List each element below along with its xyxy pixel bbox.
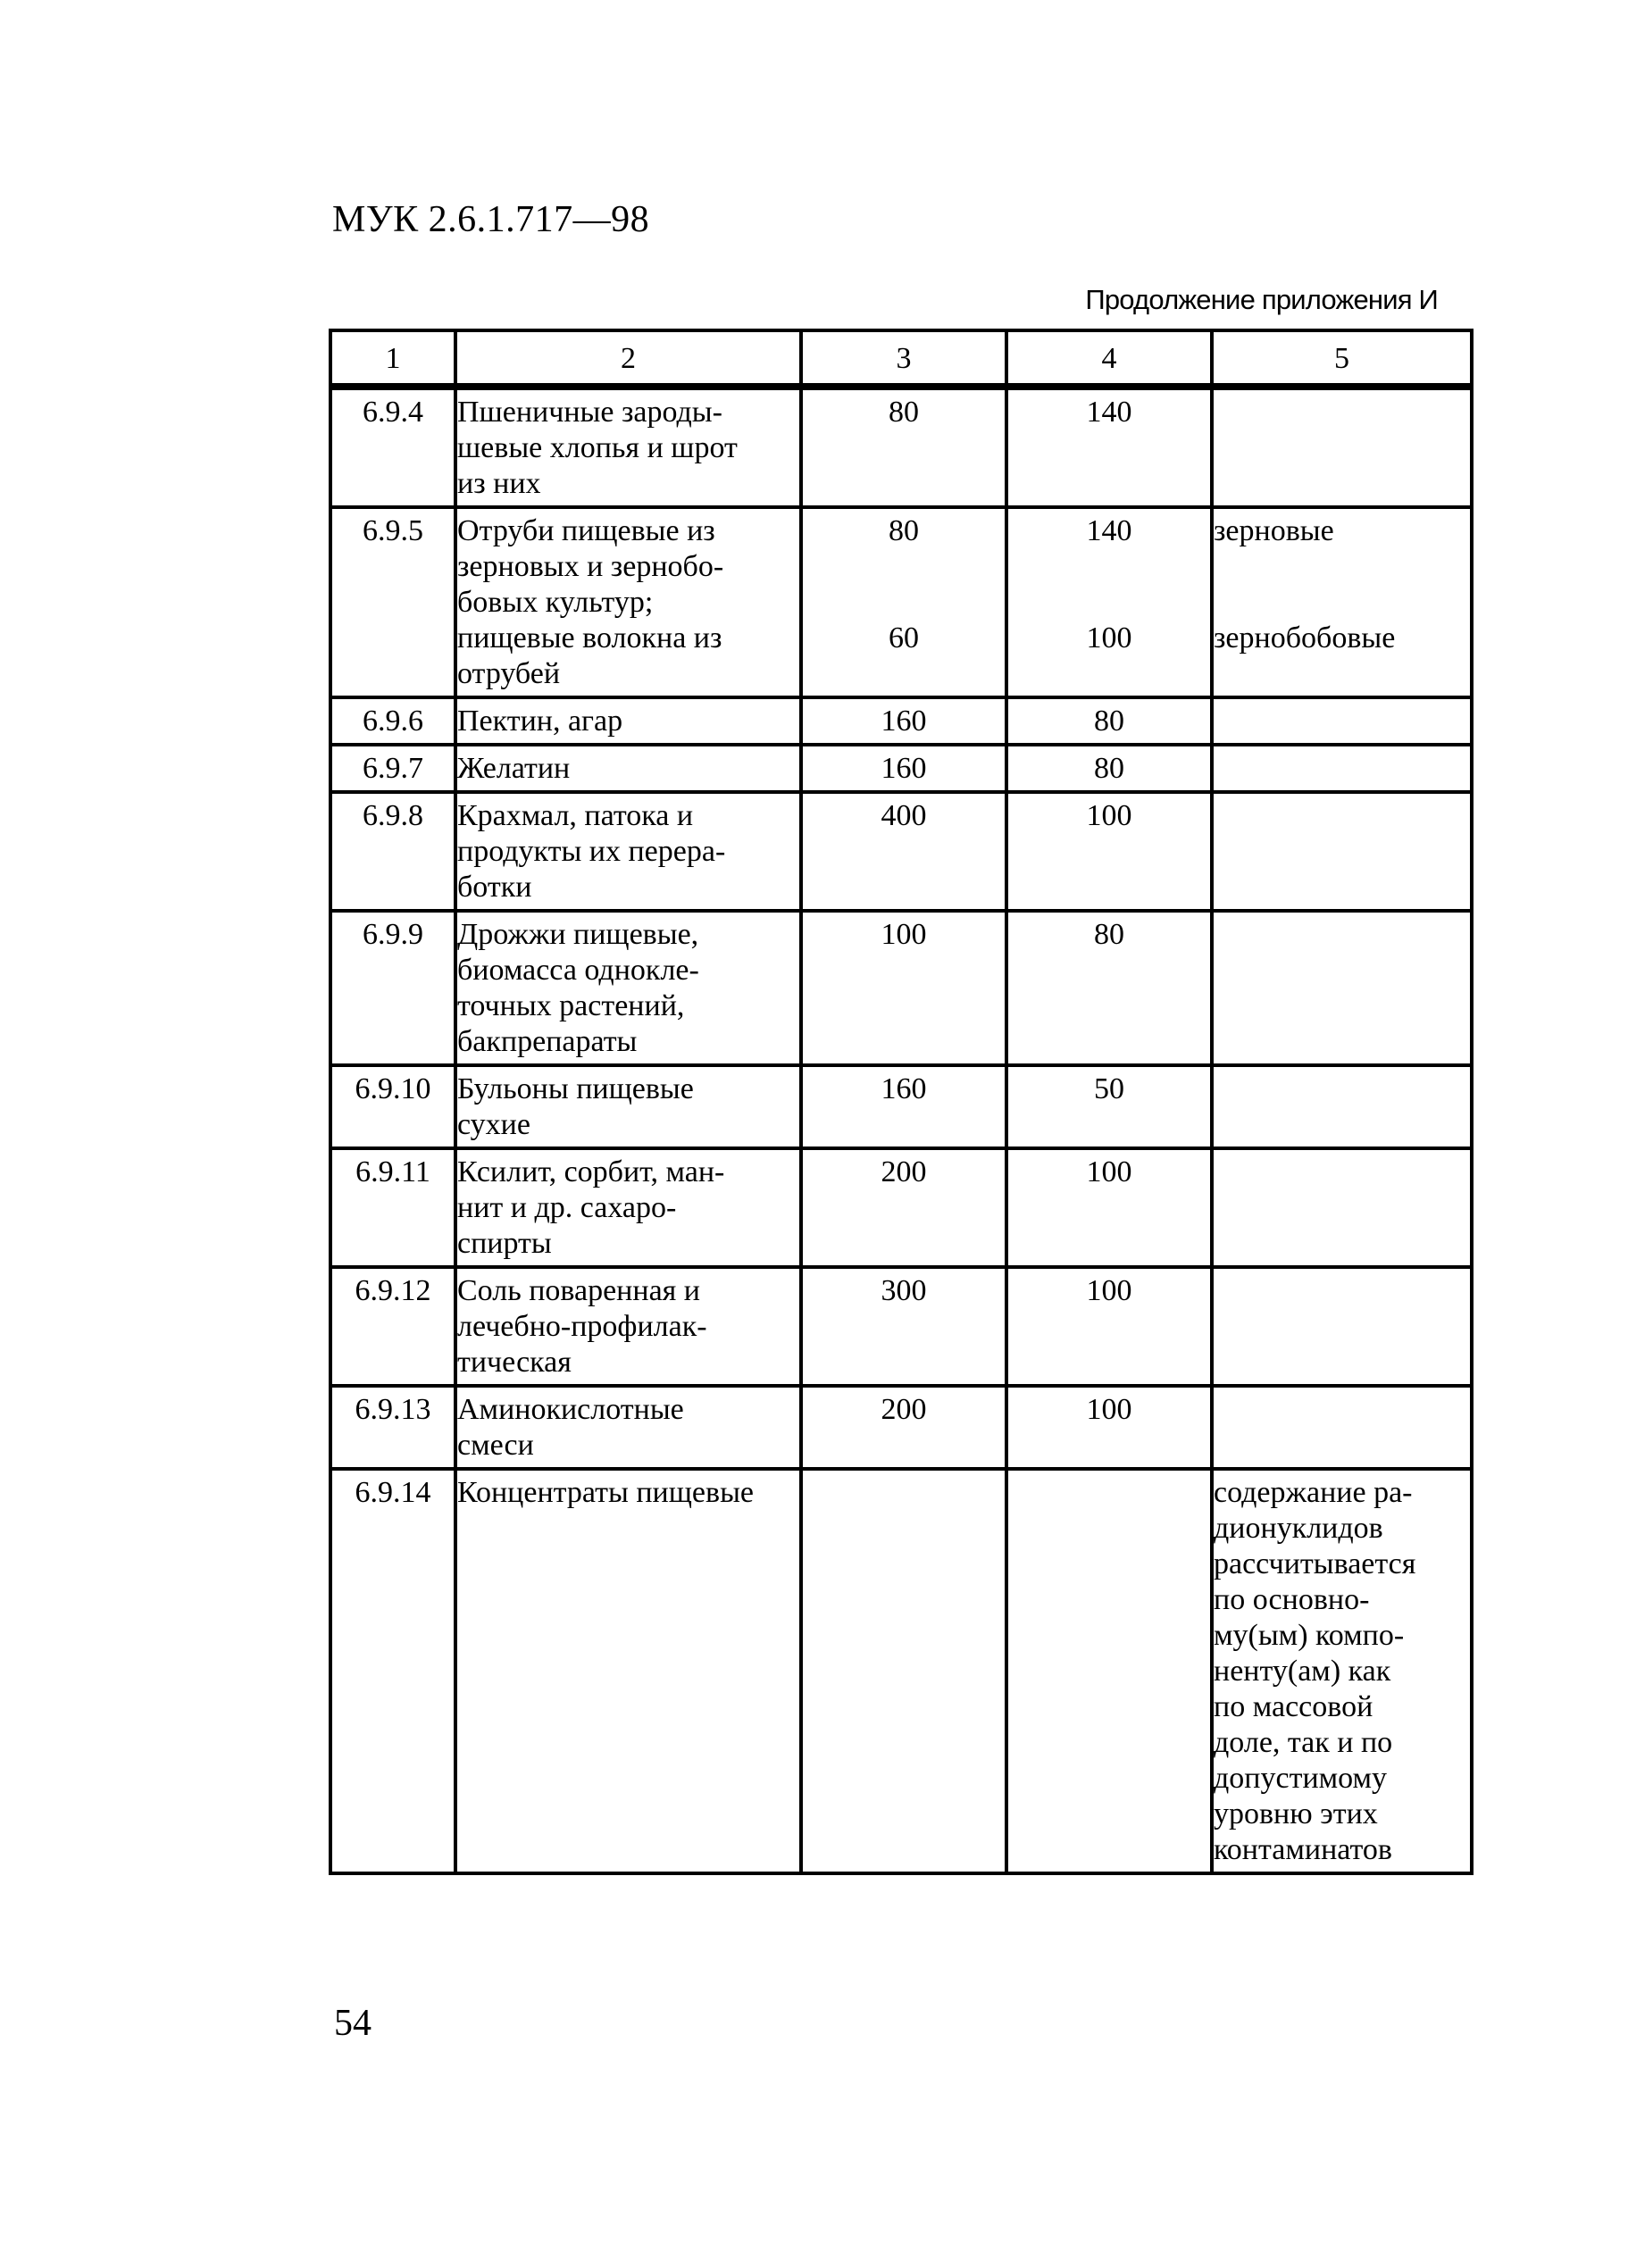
- value-col4-text: 80: [1094, 752, 1124, 785]
- note-text: му(ым) компо-: [1214, 1619, 1405, 1652]
- note-text: зерновые: [1214, 514, 1334, 547]
- row-number: 6.9.12: [330, 1267, 455, 1386]
- product-name: [455, 697, 801, 745]
- product-name-line: Пектин, агар: [457, 705, 623, 738]
- product-name: [455, 387, 801, 507]
- value-col4-text: 100: [1086, 799, 1132, 832]
- value-col3-text: 200: [881, 1393, 927, 1426]
- note-text: содержание ра-: [1214, 1476, 1413, 1509]
- note-cell: [1212, 697, 1472, 745]
- value-col3-text: 80: [889, 396, 919, 429]
- product-name-line: Отруби пищевые из: [457, 514, 715, 547]
- note-text: рассчитывается: [1214, 1547, 1416, 1580]
- table-row: [330, 911, 1472, 1065]
- note-cell: [1212, 387, 1472, 507]
- product-name: [455, 911, 801, 1065]
- value-col4-text: 100: [1086, 621, 1132, 655]
- value-col4-text: 140: [1086, 514, 1132, 547]
- value-col3: [801, 1148, 1006, 1267]
- product-name-line: биомасса одноклe-: [457, 954, 699, 987]
- product-name-line: зерновых и зернобо-: [457, 550, 724, 583]
- table-row: [330, 745, 1472, 792]
- product-name-line: Бульоны пищевые: [457, 1072, 694, 1105]
- note-cell: [1212, 1148, 1472, 1267]
- product-name: [455, 1469, 801, 1873]
- value-col3: [801, 387, 1006, 507]
- product-name: [455, 1267, 801, 1386]
- product-name-line: Аминокислотные: [457, 1393, 684, 1426]
- product-name: [455, 792, 801, 911]
- product-name-line: Концентраты пищевые: [457, 1476, 754, 1509]
- value-col3-text: 60: [889, 621, 919, 655]
- product-name: [455, 1386, 801, 1469]
- value-col3-text: 100: [881, 918, 927, 951]
- product-name-line: Соль поваренная и: [457, 1274, 700, 1307]
- value-col3-text: 160: [881, 1072, 927, 1105]
- product-name-line: спирты: [457, 1227, 552, 1260]
- table-row: [330, 387, 1472, 507]
- value-col3: [801, 1267, 1006, 1386]
- value-col3: [801, 1065, 1006, 1148]
- product-name-line: Пшеничные зароды-: [457, 396, 722, 429]
- row-number: 6.9.13: [330, 1386, 455, 1469]
- value-col4-text: 140: [1086, 396, 1132, 429]
- note-cell: [1212, 1065, 1472, 1148]
- row-number: 6.9.4: [330, 387, 455, 507]
- note-text: ненту(ам) как: [1214, 1655, 1391, 1688]
- product-name-line: Желатин: [457, 752, 571, 785]
- value-col4-text: 100: [1086, 1393, 1132, 1426]
- value-col4: [1006, 1065, 1212, 1148]
- product-name-line: бакпрепараты: [457, 1025, 638, 1058]
- product-name-line: шевые хлопья и шрот: [457, 431, 738, 464]
- page-number: 54: [334, 2003, 372, 2044]
- product-name-line: Крахмал, патока и: [457, 799, 694, 832]
- note-text: допустимому: [1214, 1762, 1388, 1795]
- note-cell: [1212, 507, 1472, 697]
- table-row: [330, 1267, 1472, 1386]
- product-name-line: тическая: [457, 1346, 572, 1379]
- value-col4: [1006, 697, 1212, 745]
- value-col4: [1006, 1267, 1212, 1386]
- product-name-line: точных растений,: [457, 989, 685, 1022]
- value-col3-text: 200: [881, 1155, 927, 1188]
- value-col4: [1006, 387, 1212, 507]
- product-name-line: Ксилит, сорбит, ман-: [457, 1155, 725, 1188]
- note-text: дионуклидов: [1214, 1512, 1383, 1545]
- product-name-line: бовых культур;: [457, 586, 654, 619]
- row-number: 6.9.11: [330, 1148, 455, 1267]
- product-name-line: лечебно-профилак-: [457, 1310, 707, 1343]
- column-header-3: 3: [801, 330, 1006, 387]
- value-col3: [801, 745, 1006, 792]
- table-header-row: [330, 330, 1472, 387]
- product-name: [455, 1065, 801, 1148]
- value-col3: [801, 507, 1006, 697]
- column-header-1: 1: [330, 330, 455, 387]
- value-col4-text: 100: [1086, 1155, 1132, 1188]
- document-code: МУК 2.6.1.717—98: [332, 199, 650, 240]
- note-cell: [1212, 1386, 1472, 1469]
- value-col3: [801, 792, 1006, 911]
- value-col4-text: 80: [1094, 705, 1124, 738]
- table-row: [330, 1386, 1472, 1469]
- note-text: по основно-: [1214, 1583, 1370, 1616]
- product-name-line: смеси: [457, 1429, 534, 1462]
- column-header-4: 4: [1006, 330, 1212, 387]
- product-name-line: продукты их перера-: [457, 835, 726, 868]
- product-name-line: пищевые волокна из: [457, 621, 722, 655]
- value-col3: [801, 697, 1006, 745]
- row-number: 6.9.9: [330, 911, 455, 1065]
- note-cell: [1212, 911, 1472, 1065]
- column-header-5: 5: [1212, 330, 1472, 387]
- table-row: [330, 1148, 1472, 1267]
- row-number: 6.9.6: [330, 697, 455, 745]
- table-row: [330, 697, 1472, 745]
- value-col3-text: 400: [881, 799, 927, 832]
- product-name-line: отрубей: [457, 657, 561, 690]
- appendix-table: [329, 329, 1474, 1875]
- value-col4: [1006, 1148, 1212, 1267]
- table-row: [330, 507, 1472, 697]
- row-number: 6.9.14: [330, 1469, 455, 1873]
- note-cell: [1212, 745, 1472, 792]
- note-cell: [1212, 792, 1472, 911]
- row-number: 6.9.8: [330, 792, 455, 911]
- product-name-line: из них: [457, 467, 541, 500]
- value-col3-text: 80: [889, 514, 919, 547]
- value-col4: [1006, 1469, 1212, 1873]
- value-col3: [801, 911, 1006, 1065]
- value-col3-text: 160: [881, 752, 927, 785]
- note-text: доле, так и по: [1214, 1726, 1393, 1759]
- value-col4: [1006, 1386, 1212, 1469]
- product-name-line: сухие: [457, 1108, 530, 1141]
- note-cell: [1212, 1469, 1472, 1873]
- column-header-2: 2: [455, 330, 801, 387]
- table-row: [330, 1065, 1472, 1148]
- note-text: контаминатов: [1214, 1833, 1392, 1866]
- value-col4-text: 100: [1086, 1274, 1132, 1307]
- note-text: по массовой: [1214, 1690, 1373, 1723]
- value-col4-text: 50: [1094, 1072, 1124, 1105]
- table-row: [330, 792, 1472, 911]
- value-col4: [1006, 745, 1212, 792]
- product-name-line: Дрожжи пищевые,: [457, 918, 699, 951]
- product-name: [455, 507, 801, 697]
- row-number: 6.9.10: [330, 1065, 455, 1148]
- note-text: уровню этих: [1214, 1797, 1378, 1830]
- continuation-caption: Продолжение приложения И: [1085, 284, 1438, 315]
- note-text: зернобобовые: [1214, 621, 1396, 655]
- table-row: [330, 1469, 1472, 1873]
- product-name: [455, 1148, 801, 1267]
- value-col3: [801, 1469, 1006, 1873]
- value-col3: [801, 1386, 1006, 1469]
- product-name-line: нит и др. сахаро-: [457, 1191, 677, 1224]
- value-col4-text: 80: [1094, 918, 1124, 951]
- value-col4: [1006, 792, 1212, 911]
- product-name-line: ботки: [457, 871, 532, 904]
- value-col4: [1006, 911, 1212, 1065]
- row-number: 6.9.7: [330, 745, 455, 792]
- row-number: 6.9.5: [330, 507, 455, 697]
- value-col4: [1006, 507, 1212, 697]
- note-cell: [1212, 1267, 1472, 1386]
- value-col3-text: 300: [881, 1274, 927, 1307]
- value-col3-text: 160: [881, 705, 927, 738]
- product-name: [455, 745, 801, 792]
